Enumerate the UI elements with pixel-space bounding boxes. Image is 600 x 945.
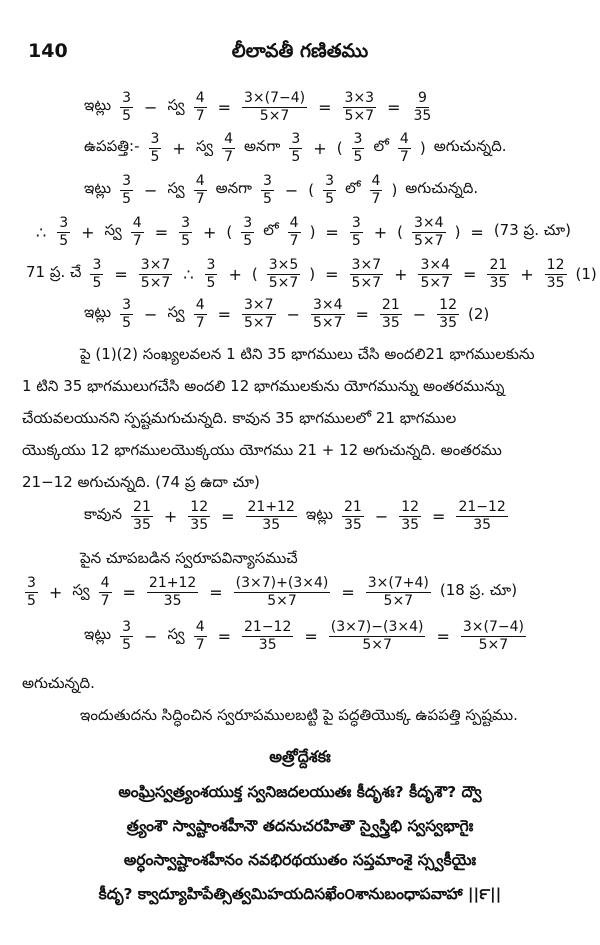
operator: = — [122, 582, 136, 602]
denominator: 5 — [325, 190, 335, 207]
operator: + — [228, 264, 242, 284]
equation-row — [80, 128, 511, 168]
operator: + — [203, 222, 217, 242]
fraction — [194, 619, 207, 652]
fraction — [329, 619, 426, 652]
denominator: 7 — [224, 148, 233, 165]
numerator: 4 — [371, 173, 381, 190]
numerator: 3 — [243, 215, 253, 232]
operator: = — [318, 97, 332, 117]
equation-text: లో — [345, 179, 361, 197]
denominator: 5×7 — [351, 274, 382, 291]
equation-text: స్వ — [104, 221, 122, 239]
fraction — [120, 619, 133, 652]
denominator: 5 — [181, 232, 191, 249]
equation-text: ఇట్లు — [84, 303, 112, 321]
fraction — [120, 90, 133, 123]
numerator: 3 — [59, 215, 69, 232]
fraction — [350, 215, 363, 248]
numerator: 3 — [291, 131, 301, 148]
equation-text: ( — [308, 181, 315, 199]
numerator: 3×(7+4) — [367, 575, 429, 592]
fraction — [289, 131, 302, 164]
denominator: 5×7 — [140, 274, 171, 291]
equation-text: అగుచున్నది. — [405, 179, 479, 197]
numerator: 21 — [133, 499, 151, 516]
operator: = — [325, 264, 339, 284]
fraction — [242, 297, 276, 330]
section-title: అత్రోద్దేశకః — [269, 747, 331, 766]
numerator: 3 — [122, 173, 132, 190]
fraction — [179, 215, 192, 248]
denominator: 5×7 — [259, 107, 290, 124]
numerator: 12 — [190, 499, 209, 516]
denominator: 5 — [122, 636, 132, 653]
operator: = — [355, 304, 369, 324]
denominator: 5×7 — [414, 232, 444, 249]
denominator: 5 — [122, 190, 132, 207]
operator: + — [313, 138, 327, 158]
numerator: 12 — [439, 297, 457, 314]
operator: ∴ — [36, 222, 47, 242]
denominator: 5 — [59, 232, 69, 249]
fraction — [487, 257, 509, 290]
equation-row — [80, 616, 531, 656]
paragraph-line: యొక్కయు 12 భాగములయొక్కయు యోగము 21 + 12 అగుచున్నది. అంతరము — [22, 441, 502, 459]
operator: + — [172, 138, 186, 158]
text-line: ఇందుతుదను సిద్ధించిన స్వరూపములబట్టి పై పద్ధతియొక్క ఉపపత్తి స్పష్టము. — [80, 706, 518, 724]
equation-text: స్వ — [167, 303, 185, 321]
equation-text: స్వ — [167, 625, 185, 643]
operator: = — [463, 264, 477, 284]
numerator: 3 — [181, 215, 191, 232]
fraction — [234, 575, 331, 608]
denominator: 5×7 — [312, 314, 343, 331]
numerator: (3×7)−(3×4) — [330, 619, 424, 636]
denominator: 35 — [401, 516, 420, 533]
numerator: 3×4 — [312, 297, 343, 314]
operator: + — [48, 582, 63, 602]
paragraph-line: చేయవలయునని స్పష్టమగుచున్నది. కావున 35 భాగములలో 21 భాగముల — [22, 409, 457, 427]
operator: = — [209, 582, 223, 602]
fraction — [222, 131, 235, 164]
numerator: 3×(7−4) — [244, 90, 306, 107]
equation-text: స్వ — [167, 96, 185, 114]
denominator: 7 — [195, 190, 205, 207]
equation-text: స్వ — [72, 581, 90, 599]
fraction — [399, 499, 421, 532]
denominator: 7 — [132, 232, 142, 249]
denominator: 35 — [258, 636, 277, 653]
numerator: 21−12 — [244, 619, 292, 636]
fraction — [456, 499, 507, 532]
fraction — [57, 215, 70, 248]
numerator: 3 — [353, 131, 363, 148]
paragraph-line: పై (1)(2) సంఖ్యలవలన 1 టిని 35 భాగములు చేసి అందలి21 భాగములకును — [80, 345, 535, 363]
numerator: 4 — [195, 297, 205, 314]
numerator: 4 — [289, 215, 299, 232]
equation-row — [30, 212, 575, 252]
verse-line: అర్ధంస్వాష్టాంశహీనం నవభిరథయుతం సప్తమాంశై స్స్వకీయైః — [123, 851, 477, 869]
numerator: 3×(7−4) — [462, 619, 524, 636]
equation-text: ) — [391, 181, 398, 199]
operator: − — [374, 506, 389, 526]
denominator: 5 — [92, 274, 102, 291]
fraction — [131, 499, 153, 532]
denominator: 35 — [439, 314, 457, 331]
fraction — [398, 131, 411, 164]
denominator: 7 — [399, 148, 409, 165]
operator: = — [387, 97, 401, 117]
numerator: 4 — [195, 619, 205, 636]
operator: − — [286, 304, 300, 324]
equation-text: అనగా — [244, 137, 281, 155]
numerator: 21−12 — [458, 499, 506, 516]
denominator: 7 — [195, 107, 205, 124]
equation-text: అగుచున్నది. — [433, 137, 507, 155]
denominator: 5 — [291, 148, 301, 165]
denominator: 5×7 — [383, 592, 414, 609]
numerator: 3×7 — [351, 257, 382, 274]
numerator: 4 — [224, 131, 233, 148]
denominator: 5×7 — [344, 107, 375, 124]
fraction — [311, 297, 345, 330]
denominator: 5×7 — [420, 274, 451, 291]
equation-text: (2) — [467, 305, 490, 323]
operator: ∴ — [183, 264, 194, 284]
fraction — [350, 257, 384, 290]
numerator: 4 — [132, 215, 142, 232]
equation-text: (18 ప్ర. చూ) — [439, 581, 518, 599]
denominator: 5 — [150, 148, 160, 165]
denominator: 35 — [381, 314, 400, 331]
fraction — [188, 499, 210, 532]
fraction — [461, 619, 526, 652]
equation-text: (1) — [575, 265, 597, 283]
denominator: 5 — [351, 232, 361, 249]
numerator: 3 — [27, 575, 36, 592]
denominator: 5 — [122, 314, 132, 331]
numerator: 3 — [122, 90, 132, 107]
fraction — [267, 257, 301, 290]
fraction — [411, 90, 433, 123]
operator: + — [373, 222, 388, 242]
denominator: 5 — [243, 232, 253, 249]
fraction — [288, 215, 301, 248]
operator: − — [144, 626, 158, 646]
denominator: 35 — [413, 107, 432, 124]
denominator: 7 — [289, 232, 299, 249]
denominator: 5 — [206, 274, 216, 291]
numerator: 3×7 — [140, 257, 171, 274]
equation-text: ) — [309, 223, 316, 241]
denominator: 7 — [100, 592, 110, 609]
numerator: 3×3 — [344, 90, 375, 107]
numerator: 4 — [399, 131, 409, 148]
numerator: 21+12 — [247, 499, 295, 516]
fraction — [323, 173, 336, 206]
denominator: 7 — [195, 314, 205, 331]
verse-line: కీదృ? క్వాద్యూహిపేత్సిత్వమిహయదిసఖేం౦శానుబంధాపవాహా ||౯|| — [98, 885, 502, 903]
denominator: 35 — [546, 274, 565, 291]
denominator: 5 — [353, 148, 363, 165]
fraction — [242, 90, 307, 123]
page-number: 140 — [28, 40, 68, 62]
denominator: 5 — [27, 592, 36, 609]
numerator: 3 — [325, 173, 335, 190]
equation-text: ఇట్లు — [84, 179, 112, 197]
denominator: 5 — [122, 107, 132, 124]
equation-text: ( — [336, 139, 343, 157]
fraction — [241, 215, 254, 248]
equation-text: (73 ప్ర. చూ) — [493, 221, 572, 239]
denominator: 5×7 — [362, 636, 392, 653]
text-line: పైన చూపబడిన స్వరూపవిన్యాసముచే — [80, 549, 298, 567]
numerator: 3 — [262, 173, 272, 190]
operator: = — [325, 222, 339, 242]
fraction — [343, 90, 377, 123]
denominator: 35 — [163, 592, 182, 609]
fraction — [380, 297, 402, 330]
denominator: 7 — [195, 636, 205, 653]
fraction — [25, 575, 38, 608]
numerator: 3×5 — [268, 257, 299, 274]
fraction — [139, 257, 173, 290]
numerator: 3×7 — [244, 297, 274, 314]
fraction — [370, 173, 383, 206]
operator: − — [144, 304, 158, 324]
equation-text: ( — [397, 223, 404, 241]
operator: + — [81, 222, 95, 242]
equation-row — [80, 294, 493, 334]
equation-text: ఇట్లు — [84, 625, 112, 643]
numerator: 3 — [92, 257, 102, 274]
equation-text: ఉపపత్తి:- — [84, 137, 140, 155]
equation-row — [80, 496, 513, 536]
operator: + — [520, 264, 534, 284]
equation-text: ) — [454, 223, 461, 241]
fraction — [246, 499, 297, 532]
equation-text: ఇట్లు — [84, 96, 112, 114]
verse-line: అంఘ్రిస్వత్ర్యంశయుక్త స్వనిజదలయుతః కీదృశః? కీదృశౌ? ద్వౌ — [118, 783, 482, 801]
numerator: 3×4 — [420, 257, 451, 274]
operator: = — [304, 626, 318, 646]
numerator: 21+12 — [148, 575, 197, 592]
paragraph-line: 21−12 అగుచున్నది. (74 ప్ర ఉదా చూ) — [22, 473, 260, 491]
operator: = — [217, 304, 232, 324]
equation-text: అనగా — [215, 179, 252, 197]
page-title: లీలావతీ గణితము — [231, 40, 369, 62]
denominator: 5 — [262, 190, 272, 207]
operator: = — [341, 582, 355, 602]
operator: − — [144, 97, 158, 117]
fraction — [412, 215, 446, 248]
fraction — [366, 575, 431, 608]
equation-text: లో — [373, 137, 389, 155]
operator: + — [163, 506, 178, 526]
numerator: 4 — [195, 173, 205, 190]
numerator: 21 — [489, 257, 508, 274]
text-line: అగుచున్నది. — [22, 674, 95, 692]
numerator: 12 — [401, 499, 420, 516]
fraction — [352, 131, 365, 164]
numerator: 3 — [351, 215, 361, 232]
denominator: 35 — [489, 274, 508, 291]
verse-line: త్ర్యంశౌ స్వాష్టాంశహీనౌ తదనుచరహితౌ స్వైస్త్రిభి స్వస్వభాగైః — [126, 817, 474, 835]
equation-text: ) — [419, 139, 426, 157]
operator: = — [154, 222, 169, 242]
denominator: 35 — [190, 516, 209, 533]
operator: = — [114, 264, 128, 284]
equation-text: కావున — [84, 505, 123, 523]
operator: = — [470, 222, 484, 242]
denominator: 35 — [133, 516, 151, 533]
equation-row — [22, 254, 600, 294]
equation-row — [20, 572, 521, 612]
numerator: 4 — [195, 90, 205, 107]
equation-row — [80, 170, 482, 210]
denominator: 35 — [473, 516, 492, 533]
denominator: 5×7 — [478, 636, 509, 653]
denominator: 5×7 — [268, 274, 299, 291]
equation-row — [80, 87, 438, 127]
operator: − — [412, 304, 427, 324]
numerator: 3 — [122, 619, 132, 636]
denominator: 35 — [262, 516, 281, 533]
operator: = — [436, 626, 450, 646]
fraction — [242, 619, 293, 652]
paragraph-line: 1 టిని 35 భాగములుగచేసి అందలి 12 భాగములకును యోగమున్ను అంతరమున్ను — [22, 377, 505, 395]
numerator: 21 — [381, 297, 400, 314]
denominator: 5×7 — [244, 314, 274, 331]
equation-text: ) — [309, 265, 316, 283]
fraction — [194, 173, 207, 206]
equation-text: ఇట్లు — [305, 505, 333, 523]
fraction — [437, 297, 459, 330]
numerator: 21 — [343, 499, 362, 516]
operator: = — [217, 97, 232, 117]
equation-text: ( — [226, 223, 233, 241]
fraction — [342, 499, 364, 532]
equation-text: లో — [263, 221, 279, 239]
fraction — [205, 257, 218, 290]
equation-text: స్వ — [167, 179, 185, 197]
numerator: 3 — [150, 131, 160, 148]
equation-text: 71 ప్ర. చే — [26, 263, 82, 281]
operator: + — [394, 264, 408, 284]
numerator: 3×4 — [414, 215, 444, 232]
denominator: 35 — [343, 516, 362, 533]
numerator: 4 — [100, 575, 110, 592]
fraction — [545, 257, 567, 290]
denominator: 7 — [371, 190, 381, 207]
numerator: 12 — [546, 257, 565, 274]
fraction — [147, 575, 198, 608]
fraction — [99, 575, 112, 608]
numerator: 3 — [122, 297, 132, 314]
equation-text: ( — [251, 265, 258, 283]
equation-text: స్వ — [195, 137, 214, 155]
fraction — [120, 173, 133, 206]
fraction — [149, 131, 162, 164]
operator: = — [221, 506, 235, 526]
operator: = — [217, 626, 232, 646]
operator: = — [432, 506, 446, 526]
denominator: 5×7 — [267, 592, 297, 609]
fraction — [90, 257, 103, 290]
fraction — [120, 297, 133, 330]
fraction — [194, 297, 207, 330]
numerator: 9 — [417, 90, 427, 107]
fraction — [418, 257, 452, 290]
operator: − — [144, 180, 158, 200]
fraction — [131, 215, 144, 248]
numerator: 3 — [206, 257, 216, 274]
operator: − — [284, 180, 299, 200]
fraction — [194, 90, 207, 123]
numerator: (3×7)+(3×4) — [235, 575, 329, 592]
fraction — [261, 173, 274, 206]
